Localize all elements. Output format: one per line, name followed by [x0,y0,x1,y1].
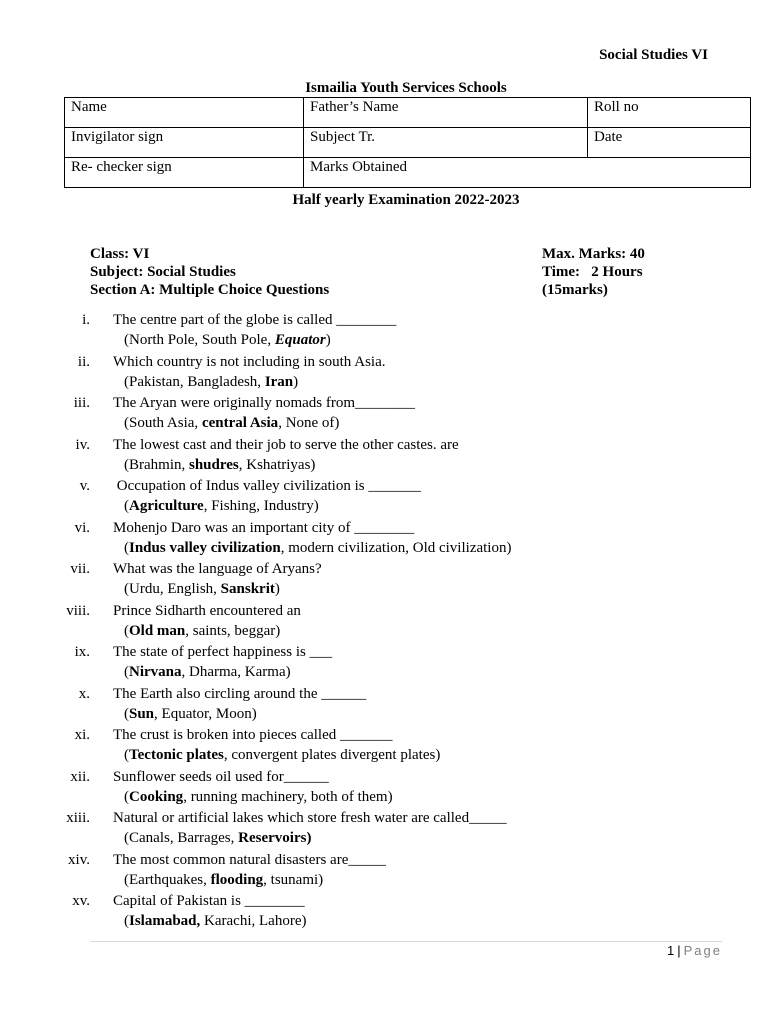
question-text: The centre part of the globe is called ________ [113,312,397,328]
option-text: , tsunami) [263,871,324,888]
question-number: iv. [75,436,90,453]
question-number: ii. [77,353,90,370]
school-name: Ismailia Youth Services Schools [305,80,507,96]
page-footer [667,943,722,958]
date-field[interactable]: Date [588,128,751,158]
page-label: Page [683,943,722,958]
answer-option: Iran [264,373,294,390]
question-options [124,788,393,806]
question-options [124,456,315,474]
answer-option: Agriculture [129,498,204,514]
option-text: (North Pole, South Pole, [124,332,275,348]
rechecker-sign-field[interactable]: Re- checker sign [65,158,304,188]
answer-option: Equator [274,332,326,348]
option-text: (Urdu, English, [124,581,221,597]
footer-divider [90,941,722,942]
question-number: ix. [74,644,90,660]
question-options [124,871,323,889]
question-text: The lowest cast and their job to serve the other castes. are [113,436,459,453]
question-number: xiv. [68,851,90,868]
question-text: What was the language of Aryans? [113,561,322,577]
question-number: vi. [74,519,90,536]
list-item [0,560,768,602]
question-number: xi. [74,727,90,743]
question-text: The most common natural disasters are_____ [113,851,386,868]
option-text: ( [124,539,129,556]
list-item [0,892,768,934]
question-number: xiii. [66,810,90,826]
exam-meta-left [90,245,329,299]
question-text: The Aryan were originally nomads from________ [113,395,416,411]
list-item [0,809,768,851]
marks-obtained-field[interactable]: Marks Obtained [304,158,751,188]
question-options [124,331,331,349]
question-text: Occupation of Indus valley civilization is _______ [113,478,421,494]
answer-option: Tectonic plates [129,747,224,763]
option-text: (Brahmin, [124,456,189,473]
answer-option: Nirvana [129,664,182,680]
section-label: Section A: Multiple Choice Questions [90,282,330,298]
question-options [124,829,311,847]
question-text: Which country is not including in south Asia. [113,353,386,370]
time-label: Time: 2 Hours [542,264,643,280]
answer-option: Reservoirs) [238,830,312,846]
option-text: , Fishing, Industry) [203,498,319,514]
table-row [65,158,751,188]
answer-option: Islamabad, [129,913,201,929]
question-options [124,705,257,723]
option-text: Karachi, Lahore) [200,913,307,929]
option-text: ( [124,622,129,639]
list-item [0,477,768,519]
option-text: ) [274,581,280,597]
question-options [124,373,298,391]
question-options [124,539,511,557]
answer-option: shudres [189,456,239,473]
answer-option: Cooking [129,788,184,805]
name-field[interactable]: Name [65,98,304,128]
table-row [65,128,751,158]
answer-option: Sanskrit [220,581,275,597]
question-options [124,622,280,640]
list-item [0,643,768,685]
question-number: x. [78,685,90,702]
option-text: ( [124,664,129,680]
option-text: , None of) [278,415,340,431]
page-separator: | [677,943,681,958]
question-number: xv. [72,893,90,909]
option-text: , Equator, Moon) [154,705,257,722]
question-options [124,580,280,598]
option-text: , Kshatriyas) [238,456,316,473]
option-text: ( [124,747,129,763]
student-info-table [64,97,751,188]
option-text: , convergent plates divergent plates) [223,747,441,763]
option-text: ( [124,705,129,722]
option-text: (Pakistan, Bangladesh, [124,373,265,390]
question-text: The crust is broken into pieces called _______ [113,727,393,743]
list-item [0,353,768,395]
question-text: Sunflower seeds oil used for______ [113,768,329,785]
section-marks-label: (15marks) [542,282,608,298]
list-item [0,768,768,810]
question-text: Prince Sidharth encountered an [113,602,301,619]
option-text: , Dharma, Karma) [181,664,291,680]
option-text: ( [124,498,129,514]
list-item [0,436,768,478]
option-text: ) [293,373,299,390]
max-marks-label: Max. Marks: 40 [542,246,645,262]
question-options [124,414,339,432]
option-text: ) [325,332,331,348]
question-number: xii. [70,768,90,785]
question-number: iii. [73,395,90,411]
list-item [0,394,768,436]
list-item [0,851,768,893]
answer-option: Old man [129,622,186,639]
subject-teacher-field[interactable]: Subject Tr. [304,128,588,158]
answer-option: central Asia [201,415,279,431]
question-number: vii. [70,561,90,577]
option-text: , saints, beggar) [185,622,281,639]
list-item [0,519,768,561]
exam-meta-right [542,245,645,299]
question-text: Mohenjo Daro was an important city of ________ [113,519,415,536]
fathers-name-field[interactable]: Father’s Name [304,98,588,128]
mcq-list [0,311,768,934]
option-text: (Earthquakes, [124,871,211,888]
exam-title: Half yearly Examination 2022-2023 [292,192,520,208]
question-text: The state of perfect happiness is ___ [113,644,333,660]
option-text: ( [124,788,129,805]
question-options [124,497,319,515]
question-text: Capital of Pakistan is ________ [113,893,305,909]
class-label: Class: VI [90,246,150,262]
answer-option: Sun [129,705,155,722]
question-text: Natural or artificial lakes which store fresh water are called_____ [113,810,507,826]
option-text: (Canals, Barrages, [124,830,239,846]
list-item [0,311,768,353]
option-text: (South Asia, [124,415,202,431]
question-options [124,912,306,930]
list-item [0,726,768,768]
question-text: The Earth also circling around the ______ [113,685,367,702]
list-item [0,602,768,644]
question-number: viii. [66,602,90,619]
subject-label: Subject: Social Studies [90,264,236,280]
question-number: i. [82,312,90,328]
question-options [124,746,440,764]
subject-header: Social Studies VI [599,47,708,63]
list-item [0,685,768,727]
option-text: , modern civilization, Old civilization) [280,539,512,556]
invigilator-sign-field[interactable]: Invigilator sign [65,128,304,158]
page-number: 1 [667,943,675,958]
table-row [65,98,751,128]
answer-option: Indus valley civilization [129,539,281,556]
roll-no-field[interactable]: Roll no [588,98,751,128]
answer-option: flooding [210,871,264,888]
option-text: , running machinery, both of them) [183,788,393,805]
question-options [124,663,291,681]
option-text: ( [124,913,129,929]
question-number: v. [79,478,90,494]
